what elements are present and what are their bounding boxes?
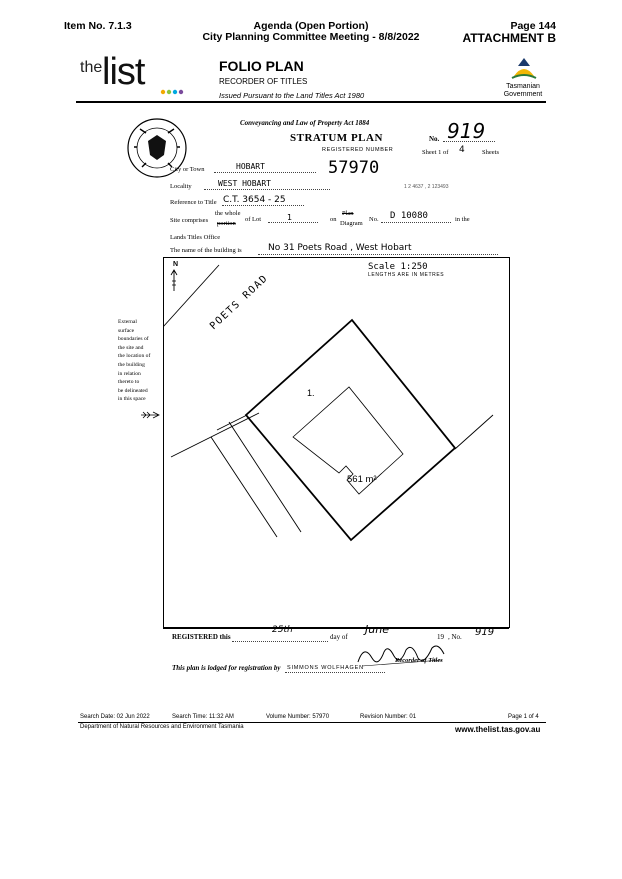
side-line: External — [118, 319, 137, 325]
gov-line-1: Tasmanian — [506, 83, 540, 90]
building-name-label: The name of the building is — [170, 247, 242, 254]
scale-label: Scale 1:250 — [368, 262, 428, 272]
side-instructions — [118, 318, 162, 404]
lot-underline — [268, 222, 318, 223]
search-date: Search Date: 02 Jun 2022 — [80, 714, 150, 720]
item-number: Item No. 7.1.3 — [64, 20, 132, 32]
locality-value: WEST HOBART — [218, 179, 271, 188]
sheets-label: Sheets — [482, 149, 499, 156]
building-name-value: No 31 Poets Road , West Hobart — [268, 243, 412, 253]
plan-no-underline — [443, 141, 495, 142]
arrow-right-icon — [140, 411, 162, 419]
plan-drawing — [163, 257, 509, 627]
side-line: in relation — [118, 370, 141, 377]
volume-number: Volume Number: 57970 — [266, 714, 330, 720]
lot-number-label: 1. — [307, 388, 315, 398]
registered-line — [172, 633, 231, 641]
tasmanian-government-logo — [498, 56, 550, 84]
diagram-no-label: No. — [369, 216, 379, 223]
in-the-label: in the — [455, 216, 470, 223]
department-name: Department of Natural Resources and Environment Tasmania — [80, 724, 244, 730]
site-whole-option: the whole — [215, 210, 241, 217]
side-line: the building — [118, 361, 145, 368]
diagram-option: Diagram — [340, 220, 363, 227]
north-label: N — [173, 261, 179, 268]
website-link[interactable]: www.thelist.tas.gov.au — [455, 725, 541, 734]
diagram-underline — [381, 222, 451, 223]
ref-title-label: Reference to Title — [170, 199, 217, 206]
scale-note: LENGTHS ARE IN METRES — [368, 272, 445, 278]
page-number: Page 144 — [510, 20, 556, 32]
locality-underline — [204, 189, 330, 190]
issued-note: Issued Pursuant to the Land Titles Act 1980 — [219, 91, 365, 100]
search-time: Search Time: 11:32 AM — [172, 714, 234, 720]
registered-no-value: 919 — [475, 627, 495, 638]
side-line: boundaries of — [118, 336, 149, 343]
folio-plan-title: FOLIO PLAN — [219, 58, 304, 74]
sheet-of-value: 4 — [459, 145, 465, 155]
road-name: POETS ROAD — [208, 272, 271, 333]
side-line: in this space — [118, 396, 146, 403]
side-line: the location of — [118, 353, 151, 360]
lot-boundary — [246, 320, 455, 540]
side-line: thereto to — [118, 379, 140, 386]
plan-no-value: 919 — [447, 119, 486, 143]
locality-label: Locality — [170, 183, 192, 190]
stratum-plan-title: STRATUM PLAN — [290, 132, 383, 144]
agenda-title: Agenda (Open Portion) — [253, 20, 369, 32]
ref-underline — [222, 205, 304, 206]
day-of-label: day of — [330, 633, 348, 641]
gov-line-2: Government — [503, 91, 543, 98]
area-label: 561 m² — [347, 474, 377, 485]
side-line: be delineated — [118, 387, 148, 394]
building-underline — [258, 254, 498, 255]
city-label: City or Town — [170, 166, 205, 173]
registered-label: REGISTERED this — [172, 633, 231, 641]
diagram-value: D 10080 — [390, 211, 428, 221]
thelist-logo: the list — [80, 55, 184, 99]
recorder-subtitle: RECORDER OF TITLES — [219, 77, 308, 86]
ref-title-value: C.T. 3654 - 25 — [223, 195, 286, 205]
attachment-label: ATTACHMENT B — [462, 31, 556, 45]
act-line: Conveyancing and Law of Property Act 1884 — [240, 119, 370, 127]
neighbour-boundary — [211, 437, 277, 537]
side-line: surface — [118, 327, 135, 334]
sheet-label: Sheet 1 of — [422, 149, 449, 156]
north-arrow-icon — [171, 270, 177, 291]
registered-number-label: REGISTERED NUMBER — [322, 147, 394, 153]
neighbour-boundary — [455, 415, 493, 449]
tasmania-emblem-icon — [498, 56, 550, 84]
road-edge — [171, 413, 259, 457]
recorder-signature — [354, 640, 450, 670]
lodged-by: SIMMONS WOLFHAGEN — [287, 665, 364, 671]
plan-option: Plan — [342, 210, 354, 217]
city-value: HOBART — [236, 162, 265, 171]
site-portion-option: portion — [217, 220, 236, 227]
registered-no-label: , No. — [448, 633, 462, 641]
of-lot-label: of Lot — [245, 216, 262, 223]
city-underline — [214, 172, 316, 173]
side-line: the site and — [118, 344, 144, 351]
registered-day: 25th — [272, 625, 293, 635]
revision-number: Revision Number: 01 — [360, 714, 417, 720]
page-of: Page 1 of 4 — [508, 714, 539, 720]
registered-month: June — [365, 623, 389, 636]
banner-divider — [76, 101, 546, 103]
logo-dots — [160, 89, 184, 95]
meeting-title: City Planning Committee Meeting - 8/8/2022 — [202, 31, 420, 43]
footer-divider — [78, 722, 546, 723]
side-code: 1 2 4637 , 2 123493 — [404, 184, 449, 190]
plan-no-label: No. — [429, 135, 440, 143]
registered-day-underline — [232, 641, 328, 642]
office-label: Lands Titles Office — [170, 234, 221, 241]
registration-divider — [163, 628, 509, 629]
registered-year-prefix: 19 — [437, 633, 444, 641]
lot-value: 1 — [287, 213, 293, 222]
site-comprises-label: Site comprises — [170, 217, 209, 224]
lodged-underline — [285, 672, 385, 673]
on-label: on — [330, 216, 337, 223]
lodged-label: This plan is lodged for registration by — [172, 664, 281, 672]
recorder-label: Recorder of Titles — [395, 657, 443, 664]
plan-number: 57970 — [328, 158, 380, 178]
